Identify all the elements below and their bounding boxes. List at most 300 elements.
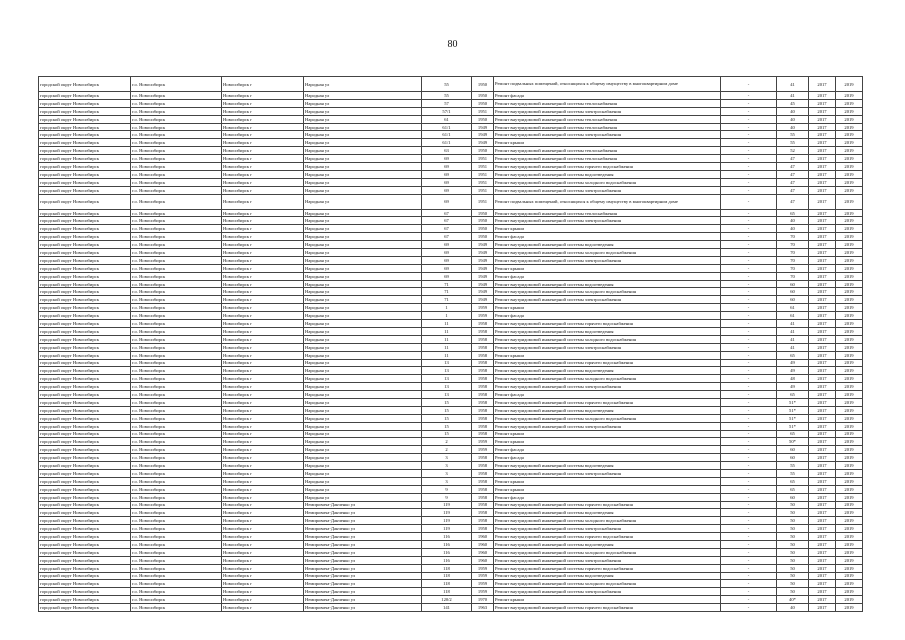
end-year-cell: 2019 <box>836 170 863 178</box>
dash-cell: - <box>721 147 777 155</box>
year-built-cell: 1959 <box>472 446 494 454</box>
district-cell: городской округ Новосибирск <box>39 556 131 564</box>
dash-cell: - <box>721 383 777 391</box>
district-cell: городской округ Новосибирск <box>39 77 131 92</box>
year-built-cell: 1949 <box>472 139 494 147</box>
settlement-cell: г.о. Новосибирск <box>131 525 222 533</box>
house-number-cell: 69 <box>422 241 472 249</box>
house-number-cell: 13 <box>422 383 472 391</box>
end-year-cell: 2019 <box>836 422 863 430</box>
city-cell: Новосибирск г <box>222 446 304 454</box>
dash-cell: - <box>721 343 777 351</box>
dash-cell: - <box>721 391 777 399</box>
settlement-cell: г.о. Новосибирск <box>131 398 222 406</box>
start-year-cell: 2017 <box>809 556 836 564</box>
house-number-cell: 69 <box>422 155 472 163</box>
street-cell: Народная ул <box>304 485 422 493</box>
table-row <box>39 509 863 517</box>
city-cell: Новосибирск г <box>222 533 304 541</box>
start-year-cell: 2017 <box>809 241 836 249</box>
street-cell: Немировича-Данченко ул <box>304 501 422 509</box>
district-cell: городской округ Новосибирск <box>39 462 131 470</box>
house-number-cell: 15 <box>422 430 472 438</box>
year-built-cell: 1949 <box>472 123 494 131</box>
dash-cell: - <box>721 596 777 604</box>
year-built-cell: 1958 <box>472 359 494 367</box>
start-year-cell: 2017 <box>809 375 836 383</box>
district-cell: городской округ Новосибирск <box>39 501 131 509</box>
work-type-cell: Ремонт внутридомовой инженерной системы холодного водоснабжения <box>494 580 721 588</box>
city-cell: Новосибирск г <box>222 414 304 422</box>
end-year-cell: 2019 <box>836 509 863 517</box>
settlement-cell: г.о. Новосибирск <box>131 540 222 548</box>
dash-cell: - <box>721 540 777 548</box>
street-cell: Народная ул <box>304 469 422 477</box>
city-cell: Новосибирск г <box>222 256 304 264</box>
street-cell: Народная ул <box>304 249 422 257</box>
work-type-cell: Ремонт внутридомовой инженерной системы водоотведения <box>494 241 721 249</box>
start-year-cell: 2017 <box>809 548 836 556</box>
city-cell: Новосибирск г <box>222 115 304 123</box>
year-built-cell: 1951 <box>472 163 494 171</box>
street-cell: Народная ул <box>304 359 422 367</box>
table-row <box>39 225 863 233</box>
work-type-cell: Ремонт внутридомовой инженерной системы электроснабжения <box>494 186 721 194</box>
wear-percent-cell: 61 <box>777 312 809 320</box>
street-cell: Немировича-Данченко ул <box>304 509 422 517</box>
start-year-cell: 2017 <box>809 225 836 233</box>
dash-cell: - <box>721 414 777 422</box>
end-year-cell: 2019 <box>836 406 863 414</box>
start-year-cell: 2017 <box>809 564 836 572</box>
dash-cell: - <box>721 170 777 178</box>
street-cell: Народная ул <box>304 462 422 470</box>
city-cell: Новосибирск г <box>222 477 304 485</box>
start-year-cell: 2017 <box>809 391 836 399</box>
table-row <box>39 564 863 572</box>
table-row <box>39 288 863 296</box>
wear-percent-cell: 47 <box>777 170 809 178</box>
work-type-cell: Ремонт крыши <box>494 351 721 359</box>
wear-percent-cell: 51* <box>777 406 809 414</box>
start-year-cell: 2017 <box>809 312 836 320</box>
start-year-cell: 2017 <box>809 462 836 470</box>
end-year-cell: 2019 <box>836 77 863 92</box>
dash-cell: - <box>721 107 777 115</box>
settlement-cell: г.о. Новосибирск <box>131 493 222 501</box>
table-row <box>39 115 863 123</box>
district-cell: городской округ Новосибирск <box>39 564 131 572</box>
city-cell: Новосибирск г <box>222 194 304 209</box>
work-type-cell: Ремонт внутридомовой инженерной системы теплоснабжения <box>494 115 721 123</box>
dash-cell: - <box>721 477 777 485</box>
dash-cell: - <box>721 564 777 572</box>
work-type-cell: Ремонт внутридомовой инженерной системы горячего водоснабжения <box>494 501 721 509</box>
house-number-cell: 11 <box>422 320 472 328</box>
city-cell: Новосибирск г <box>222 572 304 580</box>
table-row <box>39 241 863 249</box>
street-cell: Народная ул <box>304 296 422 304</box>
city-cell: Новосибирск г <box>222 163 304 171</box>
work-type-cell: Ремонт внутридомовой инженерной системы электроснабжения <box>494 422 721 430</box>
street-cell: Немировича-Данченко ул <box>304 548 422 556</box>
house-number-cell: 119 <box>422 501 472 509</box>
street-cell: Народная ул <box>304 280 422 288</box>
wear-percent-cell: 47 <box>777 194 809 209</box>
year-built-cell: 1958 <box>472 383 494 391</box>
house-number-cell: 116 <box>422 540 472 548</box>
work-type-cell: Ремонт внутридомовой инженерной системы горячего водоснабжения <box>494 564 721 572</box>
city-cell: Новосибирск г <box>222 335 304 343</box>
end-year-cell: 2019 <box>836 217 863 225</box>
page-number: 80 <box>447 39 458 50</box>
work-type-cell: Ремонт фасада <box>494 233 721 241</box>
start-year-cell: 2017 <box>809 304 836 312</box>
year-built-cell: 1950 <box>472 217 494 225</box>
street-cell: Народная ул <box>304 312 422 320</box>
dash-cell: - <box>721 123 777 131</box>
house-number-cell: 69 <box>422 249 472 257</box>
year-built-cell: 1959 <box>472 572 494 580</box>
end-year-cell: 2019 <box>836 123 863 131</box>
street-cell: Немировича-Данченко ул <box>304 572 422 580</box>
start-year-cell: 2017 <box>809 131 836 139</box>
end-year-cell: 2019 <box>836 525 863 533</box>
settlement-cell: г.о. Новосибирск <box>131 225 222 233</box>
district-cell: городской округ Новосибирск <box>39 139 131 147</box>
start-year-cell: 2017 <box>809 147 836 155</box>
wear-percent-cell: 51* <box>777 414 809 422</box>
settlement-cell: г.о. Новосибирск <box>131 438 222 446</box>
end-year-cell: 2019 <box>836 343 863 351</box>
district-cell: городской округ Новосибирск <box>39 249 131 257</box>
street-cell: Народная ул <box>304 209 422 217</box>
table-row <box>39 139 863 147</box>
dash-cell: - <box>721 280 777 288</box>
city-cell: Новосибирск г <box>222 92 304 100</box>
city-cell: Новосибирск г <box>222 525 304 533</box>
district-cell: городской округ Новосибирск <box>39 367 131 375</box>
dash-cell: - <box>721 312 777 320</box>
house-number-cell: 15 <box>422 406 472 414</box>
street-cell: Народная ул <box>304 241 422 249</box>
house-number-cell: 55 <box>422 77 472 92</box>
city-cell: Новосибирск г <box>222 107 304 115</box>
start-year-cell: 2017 <box>809 414 836 422</box>
work-type-cell: Ремонт внутридомовой инженерной системы холодного водоснабжения <box>494 414 721 422</box>
district-cell: городской округ Новосибирск <box>39 115 131 123</box>
city-cell: Новосибирск г <box>222 588 304 596</box>
city-cell: Новосибирск г <box>222 264 304 272</box>
end-year-cell: 2019 <box>836 327 863 335</box>
city-cell: Новосибирск г <box>222 462 304 470</box>
year-built-cell: 1959 <box>472 580 494 588</box>
street-cell: Народная ул <box>304 99 422 107</box>
house-number-cell: 11 <box>422 327 472 335</box>
wear-percent-cell: 40 <box>777 107 809 115</box>
work-type-cell: Ремонт фасада <box>494 312 721 320</box>
dash-cell: - <box>721 194 777 209</box>
start-year-cell: 2017 <box>809 77 836 92</box>
wear-percent-cell: 60 <box>777 288 809 296</box>
table-row <box>39 351 863 359</box>
settlement-cell: г.о. Новосибирск <box>131 256 222 264</box>
wear-percent-cell: 41 <box>777 320 809 328</box>
wear-percent-cell: 65 <box>777 485 809 493</box>
work-type-cell: Ремонт крыши <box>494 596 721 604</box>
table-row <box>39 194 863 209</box>
start-year-cell: 2017 <box>809 406 836 414</box>
district-cell: городской округ Новосибирск <box>39 485 131 493</box>
street-cell: Народная ул <box>304 186 422 194</box>
end-year-cell: 2019 <box>836 280 863 288</box>
street-cell: Народная ул <box>304 446 422 454</box>
district-cell: городской округ Новосибирск <box>39 446 131 454</box>
year-built-cell: 1959 <box>472 304 494 312</box>
street-cell: Народная ул <box>304 194 422 209</box>
city-cell: Новосибирск г <box>222 178 304 186</box>
district-cell: городской округ Новосибирск <box>39 296 131 304</box>
city-cell: Новосибирск г <box>222 77 304 92</box>
wear-percent-cell: 70 <box>777 241 809 249</box>
year-built-cell: 1958 <box>472 517 494 525</box>
settlement-cell: г.о. Новосибирск <box>131 139 222 147</box>
district-cell: городской округ Новосибирск <box>39 375 131 383</box>
start-year-cell: 2017 <box>809 272 836 280</box>
street-cell: Народная ул <box>304 92 422 100</box>
district-cell: городской округ Новосибирск <box>39 596 131 604</box>
wear-percent-cell: 41 <box>777 327 809 335</box>
settlement-cell: г.о. Новосибирск <box>131 107 222 115</box>
district-cell: городской округ Новосибирск <box>39 92 131 100</box>
table-row <box>39 501 863 509</box>
work-type-cell: Ремонт внутридомовой инженерной системы теплоснабжения <box>494 147 721 155</box>
house-number-cell: 119 <box>422 509 472 517</box>
settlement-cell: г.о. Новосибирск <box>131 375 222 383</box>
dash-cell: - <box>721 604 777 612</box>
district-cell: городской округ Новосибирск <box>39 147 131 155</box>
end-year-cell: 2019 <box>836 414 863 422</box>
wear-percent-cell: 55 <box>777 469 809 477</box>
wear-percent-cell: 47 <box>777 155 809 163</box>
district-cell: городской округ Новосибирск <box>39 406 131 414</box>
year-built-cell: 1958 <box>472 343 494 351</box>
year-built-cell: 1958 <box>472 406 494 414</box>
street-cell: Народная ул <box>304 304 422 312</box>
street-cell: Немировича-Данченко ул <box>304 556 422 564</box>
district-cell: городской округ Новосибирск <box>39 391 131 399</box>
table-row <box>39 296 863 304</box>
year-built-cell: 1960 <box>472 533 494 541</box>
year-built-cell: 1958 <box>472 477 494 485</box>
work-type-cell: Ремонт фасада <box>494 92 721 100</box>
settlement-cell: г.о. Новосибирск <box>131 131 222 139</box>
city-cell: Новосибирск г <box>222 596 304 604</box>
end-year-cell: 2019 <box>836 241 863 249</box>
wear-percent-cell: 49 <box>777 383 809 391</box>
district-cell: городской округ Новосибирск <box>39 477 131 485</box>
wear-percent-cell: 49 <box>777 367 809 375</box>
street-cell: Народная ул <box>304 398 422 406</box>
end-year-cell: 2019 <box>836 351 863 359</box>
settlement-cell: г.о. Новосибирск <box>131 596 222 604</box>
wear-percent-cell: 40 <box>777 604 809 612</box>
start-year-cell: 2017 <box>809 233 836 241</box>
end-year-cell: 2019 <box>836 209 863 217</box>
dash-cell: - <box>721 327 777 335</box>
year-built-cell: 1950 <box>472 233 494 241</box>
district-cell: городской округ Новосибирск <box>39 359 131 367</box>
wear-percent-cell: 55 <box>777 131 809 139</box>
settlement-cell: г.о. Новосибирск <box>131 462 222 470</box>
house-number-cell: 3 <box>422 454 472 462</box>
house-number-cell: 116 <box>422 548 472 556</box>
city-cell: Новосибирск г <box>222 406 304 414</box>
work-type-cell: Ремонт фасада <box>494 391 721 399</box>
end-year-cell: 2019 <box>836 398 863 406</box>
start-year-cell: 2017 <box>809 209 836 217</box>
district-cell: городской округ Новосибирск <box>39 422 131 430</box>
district-cell: городской округ Новосибирск <box>39 398 131 406</box>
dash-cell: - <box>721 525 777 533</box>
dash-cell: - <box>721 359 777 367</box>
start-year-cell: 2017 <box>809 540 836 548</box>
house-number-cell: 116 <box>422 533 472 541</box>
dash-cell: - <box>721 233 777 241</box>
table-row <box>39 327 863 335</box>
dash-cell: - <box>721 296 777 304</box>
district-cell: городской округ Новосибирск <box>39 430 131 438</box>
street-cell: Народная ул <box>304 272 422 280</box>
work-type-cell: Ремонт внутридомовой инженерной системы электроснабжения <box>494 131 721 139</box>
year-built-cell: 1949 <box>472 264 494 272</box>
table-row <box>39 99 863 107</box>
start-year-cell: 2017 <box>809 477 836 485</box>
settlement-cell: г.о. Новосибирск <box>131 343 222 351</box>
start-year-cell: 2017 <box>809 99 836 107</box>
district-cell: городской округ Новосибирск <box>39 194 131 209</box>
house-number-cell: 13 <box>422 391 472 399</box>
year-built-cell: 1951 <box>472 186 494 194</box>
wear-percent-cell: 41 <box>777 335 809 343</box>
wear-percent-cell: 70 <box>777 233 809 241</box>
dash-cell: - <box>721 493 777 501</box>
settlement-cell: г.о. Новосибирск <box>131 430 222 438</box>
start-year-cell: 2017 <box>809 454 836 462</box>
street-cell: Народная ул <box>304 170 422 178</box>
wear-percent-cell: 40 <box>777 123 809 131</box>
end-year-cell: 2019 <box>836 556 863 564</box>
city-cell: Новосибирск г <box>222 556 304 564</box>
city-cell: Новосибирск г <box>222 509 304 517</box>
street-cell: Народная ул <box>304 115 422 123</box>
settlement-cell: г.о. Новосибирск <box>131 163 222 171</box>
city-cell: Новосибирск г <box>222 469 304 477</box>
wear-percent-cell: 60 <box>777 296 809 304</box>
wear-percent-cell: 45 <box>777 99 809 107</box>
work-type-cell: Ремонт крыши <box>494 225 721 233</box>
start-year-cell: 2017 <box>809 335 836 343</box>
dash-cell: - <box>721 375 777 383</box>
wear-percent-cell: 50 <box>777 548 809 556</box>
end-year-cell: 2019 <box>836 178 863 186</box>
street-cell: Немировича-Данченко ул <box>304 540 422 548</box>
year-built-cell: 1949 <box>472 256 494 264</box>
settlement-cell: г.о. Новосибирск <box>131 359 222 367</box>
wear-percent-cell: 50 <box>777 517 809 525</box>
house-number-cell: 141 <box>422 604 472 612</box>
year-built-cell: 1963 <box>472 604 494 612</box>
work-type-cell: Ремонт внутридомовой инженерной системы водоотведения <box>494 170 721 178</box>
district-cell: городской округ Новосибирск <box>39 280 131 288</box>
work-type-cell: Ремонт внутридомовой инженерной системы электроснабжения <box>494 107 721 115</box>
house-number-cell: 116 <box>422 556 472 564</box>
year-built-cell: 1951 <box>472 155 494 163</box>
dash-cell: - <box>721 99 777 107</box>
street-cell: Народная ул <box>304 123 422 131</box>
table-row <box>39 485 863 493</box>
end-year-cell: 2019 <box>836 604 863 612</box>
city-cell: Новосибирск г <box>222 147 304 155</box>
house-number-cell: 69 <box>422 163 472 171</box>
house-number-cell: 118 <box>422 572 472 580</box>
year-built-cell: 1949 <box>472 280 494 288</box>
house-number-cell: 61/1 <box>422 123 472 131</box>
district-cell: городской округ Новосибирск <box>39 343 131 351</box>
work-type-cell: Ремонт фасада <box>494 493 721 501</box>
end-year-cell: 2019 <box>836 335 863 343</box>
work-type-cell: Ремонт подвальных помещений, относящихся к общему имуществу в многоквартирном доме <box>494 194 721 209</box>
end-year-cell: 2019 <box>836 430 863 438</box>
house-number-cell: 9 <box>422 485 472 493</box>
district-cell: городской округ Новосибирск <box>39 493 131 501</box>
dash-cell: - <box>721 249 777 257</box>
district-cell: городской округ Новосибирск <box>39 414 131 422</box>
wear-percent-cell: 65 <box>777 391 809 399</box>
end-year-cell: 2019 <box>836 375 863 383</box>
dash-cell: - <box>721 264 777 272</box>
table-row <box>39 414 863 422</box>
work-type-cell: Ремонт внутридомовой инженерной системы электроснабжения <box>494 383 721 391</box>
street-cell: Народная ул <box>304 406 422 414</box>
year-built-cell: 1959 <box>472 438 494 446</box>
end-year-cell: 2019 <box>836 107 863 115</box>
work-type-cell: Ремонт внутридомовой инженерной системы электроснабжения <box>494 256 721 264</box>
house-number-cell: 67 <box>422 217 472 225</box>
settlement-cell: г.о. Новосибирск <box>131 170 222 178</box>
start-year-cell: 2017 <box>809 438 836 446</box>
dash-cell: - <box>721 155 777 163</box>
start-year-cell: 2017 <box>809 217 836 225</box>
start-year-cell: 2017 <box>809 367 836 375</box>
wear-percent-cell: 60 <box>777 454 809 462</box>
table-row <box>39 163 863 171</box>
start-year-cell: 2017 <box>809 469 836 477</box>
settlement-cell: г.о. Новосибирск <box>131 509 222 517</box>
year-built-cell: 1950 <box>472 225 494 233</box>
wear-percent-cell: 41 <box>777 343 809 351</box>
settlement-cell: г.о. Новосибирск <box>131 533 222 541</box>
work-type-cell: Ремонт крыши <box>494 477 721 485</box>
house-number-cell: 71 <box>422 280 472 288</box>
start-year-cell: 2017 <box>809 256 836 264</box>
street-cell: Народная ул <box>304 77 422 92</box>
end-year-cell: 2019 <box>836 391 863 399</box>
settlement-cell: г.о. Новосибирск <box>131 123 222 131</box>
house-number-cell: 11 <box>422 351 472 359</box>
street-cell: Народная ул <box>304 477 422 485</box>
end-year-cell: 2019 <box>836 139 863 147</box>
